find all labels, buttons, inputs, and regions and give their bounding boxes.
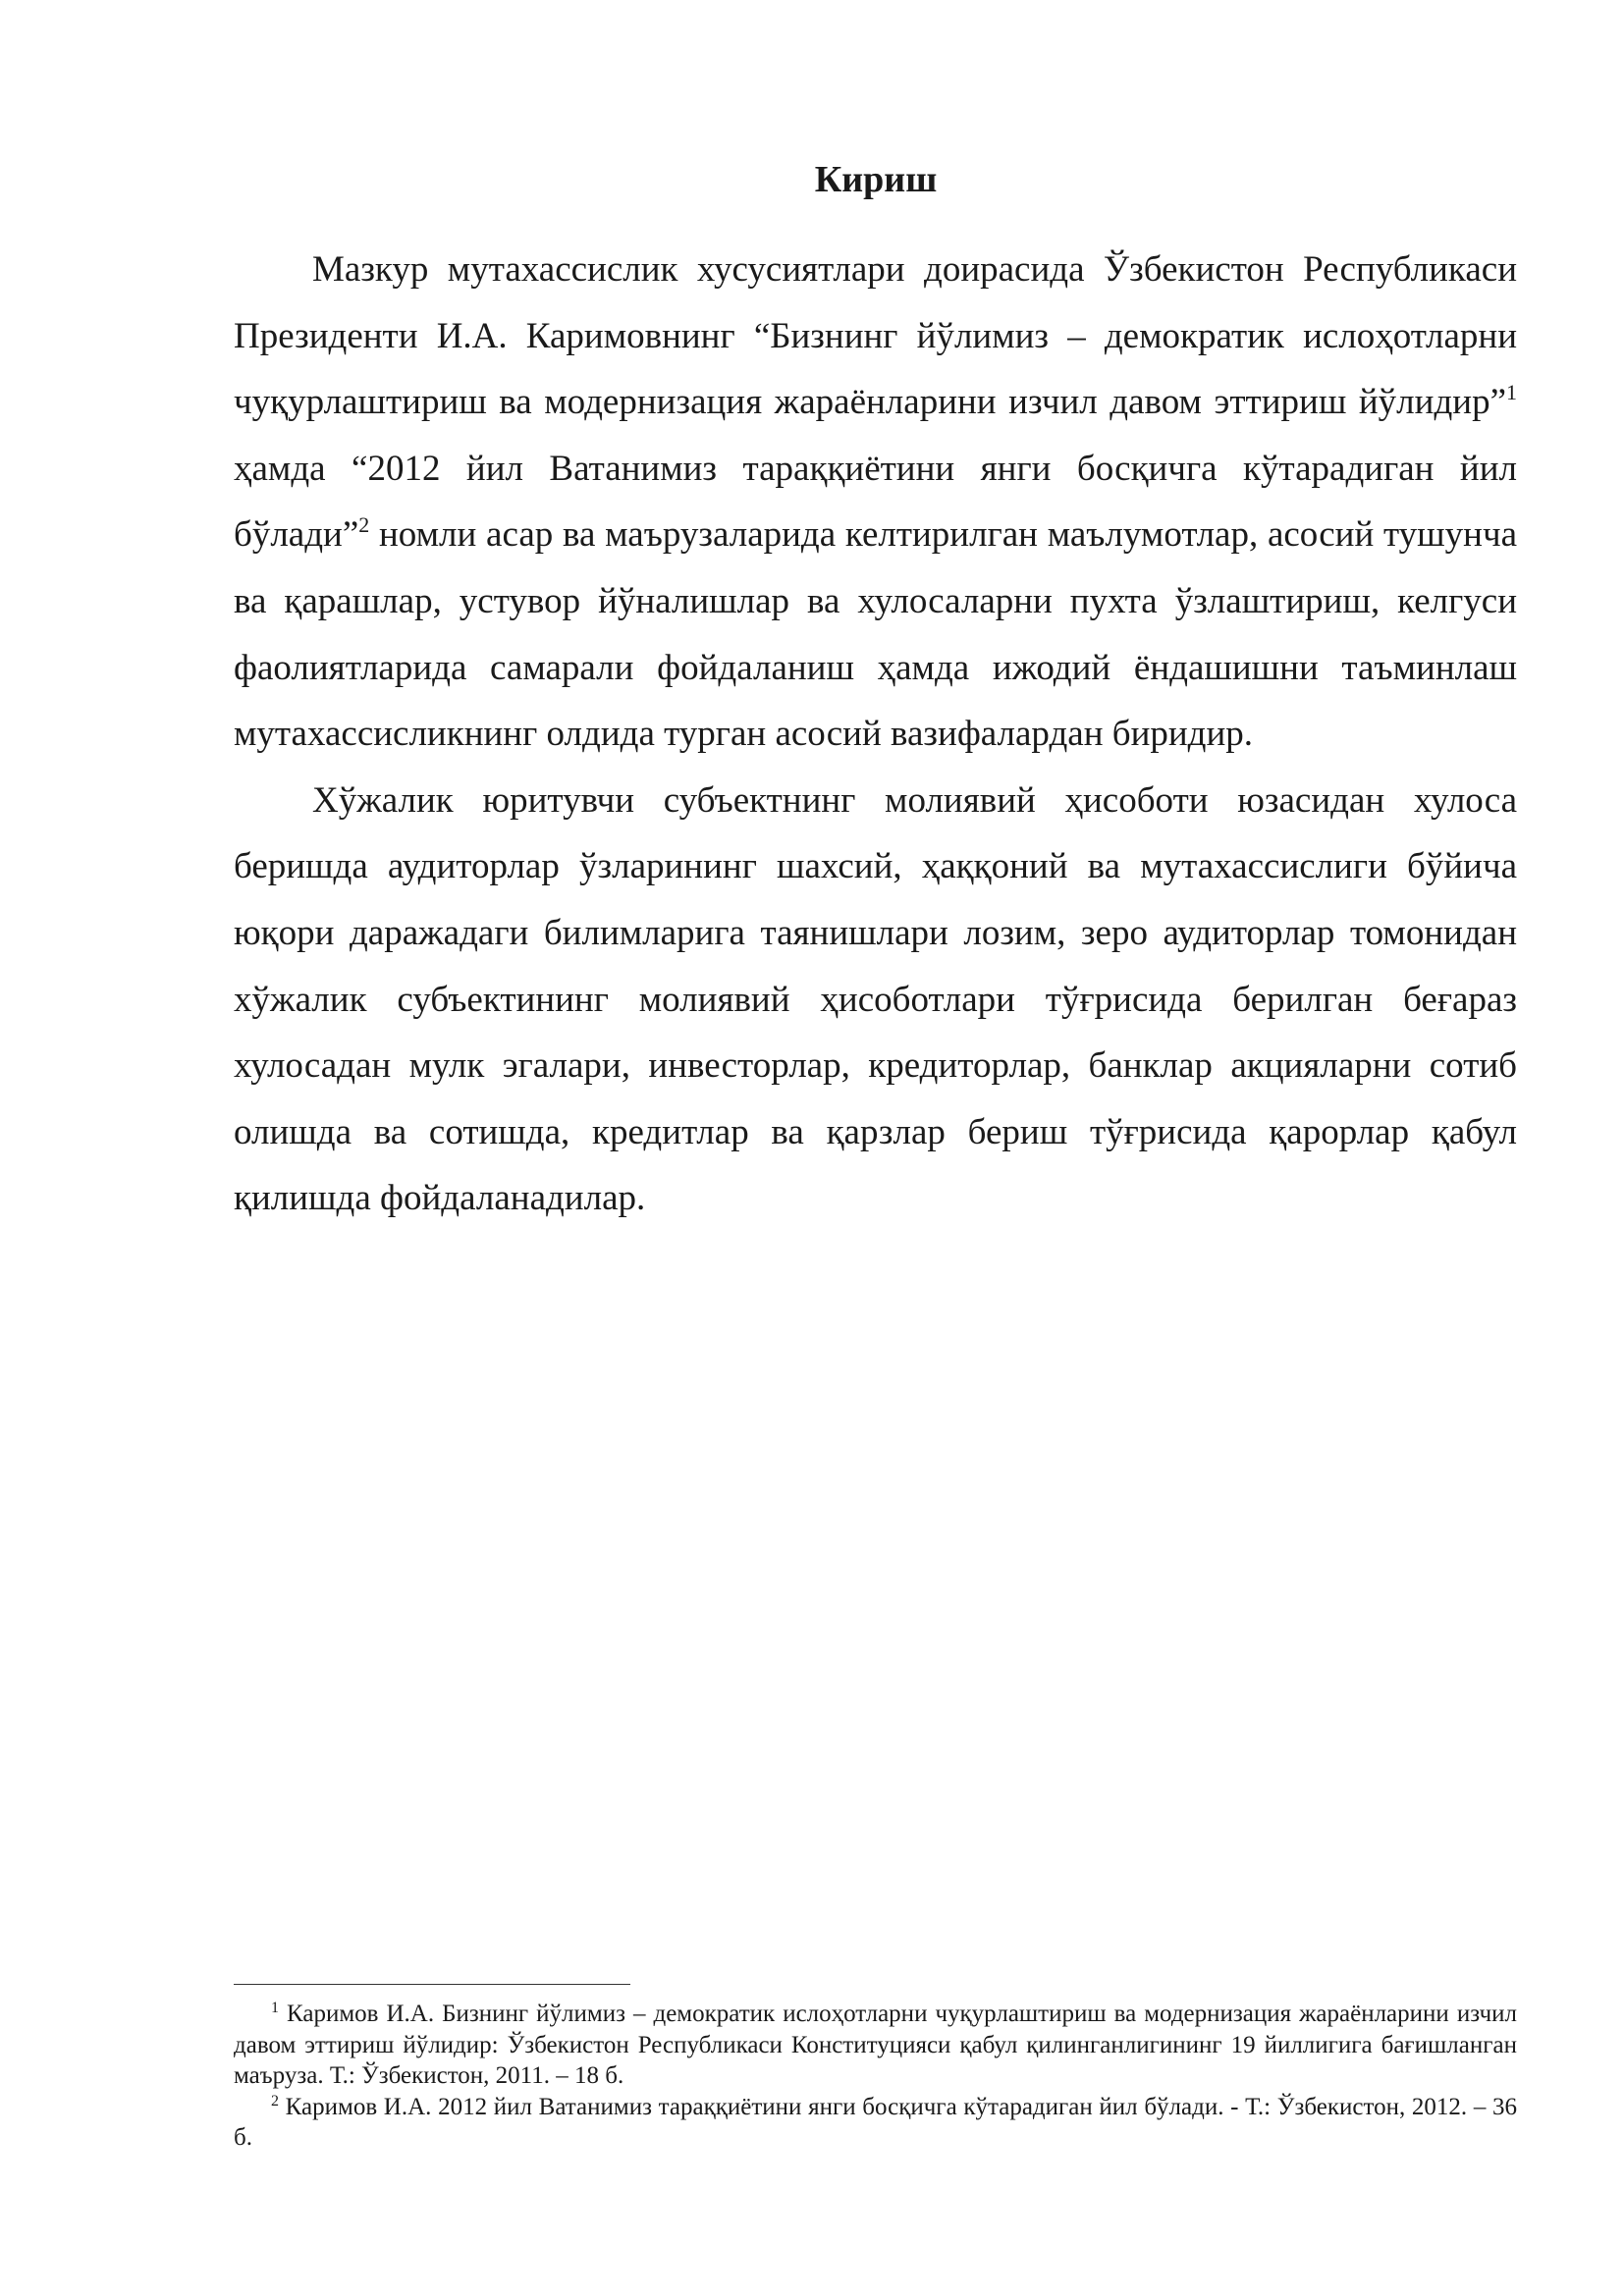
footnote-1-text: Каримов И.А. Бизнинг йўлимиз – демократик ислоҳотларни чуқурлаштириш ва модернизация жараёнларини изчил давом эттириш йўлидир: Ўзбекистон Республикаси Конституцияси қабул қилинганлигининг 19 йиллигига бағишланган маъруза. Т.: Ўзбекистон, 2011. – 18 б. bbox=[234, 2001, 1517, 2089]
footnote-2-text: Каримов И.А. 2012 йил Ватанимиз тараққиётини янги босқичга кўтарадиган йил бўлади. - Т.: Ўзбекистон, 2012. – 36 б. bbox=[234, 2093, 1517, 2151]
footnote-ref-1[interactable]: 1 bbox=[1506, 380, 1517, 405]
footnote-2-mark: 2 bbox=[271, 2092, 279, 2109]
footnote-1-mark: 1 bbox=[271, 2000, 279, 2016]
paragraph-1-part-3: номли асар ва маърузаларида келтирилган маълумотлар, асосий тушунча ва қарашлар, устувор йўналишлар ва хулосаларни пухта ўзлаштириш, келгуси фаолиятларида самарали фойдаланиш ҳамда ижодий ёндашишни таъминлаш мутахассисликнинг олдида турган асосий вазифалардан биридир. bbox=[234, 514, 1517, 755]
footnote-1 bbox=[234, 1999, 1517, 2092]
paragraph-1-part-2: ҳамда “2012 йил Ватанимиз тараққиётини янги босқичга кўтарадиган йил бўлади” bbox=[234, 448, 1517, 556]
footnote-2 bbox=[234, 2092, 1517, 2154]
footnote-separator bbox=[234, 1984, 630, 1985]
footnotes bbox=[234, 1999, 1517, 2154]
paragraph-1-part-1: Мазкур мутахассислик хусусиятлари доирасида Ўзбекистон Республикаси Президенти И.А. Каримовнинг “Бизнинг йўлимиз – демократик ислоҳотларни чуқурлаштириш ва модернизация жараёнларини изчил давом эттириш йўлидир” bbox=[234, 249, 1517, 423]
body-text bbox=[234, 237, 1517, 1232]
footnote-ref-2[interactable]: 2 bbox=[358, 512, 370, 538]
paragraph-1 bbox=[234, 237, 1517, 768]
paragraph-2: Хўжалик юритувчи субъектнинг молиявий ҳисоботи юзасидан хулоса беришда аудиторлар ўзларининг шахсий, ҳаққоний ва мутахассислиги бўйича юқори даражадаги билимларига таянишлари лозим, зеро аудиторлар томонидан хўжалик субъектининг молиявий ҳисоботлари тўғрисида берилган беғараз хулосадан мулк эгалари, инвесторлар, кредиторлар, банклар акцияларни сотиб олишда ва сотишда, кредитлар ва қарзлар бериш тўғрисида қарорлар қабул қилишда фойдаланадилар. bbox=[234, 779, 1517, 1219]
page-title: Кириш bbox=[814, 159, 938, 200]
